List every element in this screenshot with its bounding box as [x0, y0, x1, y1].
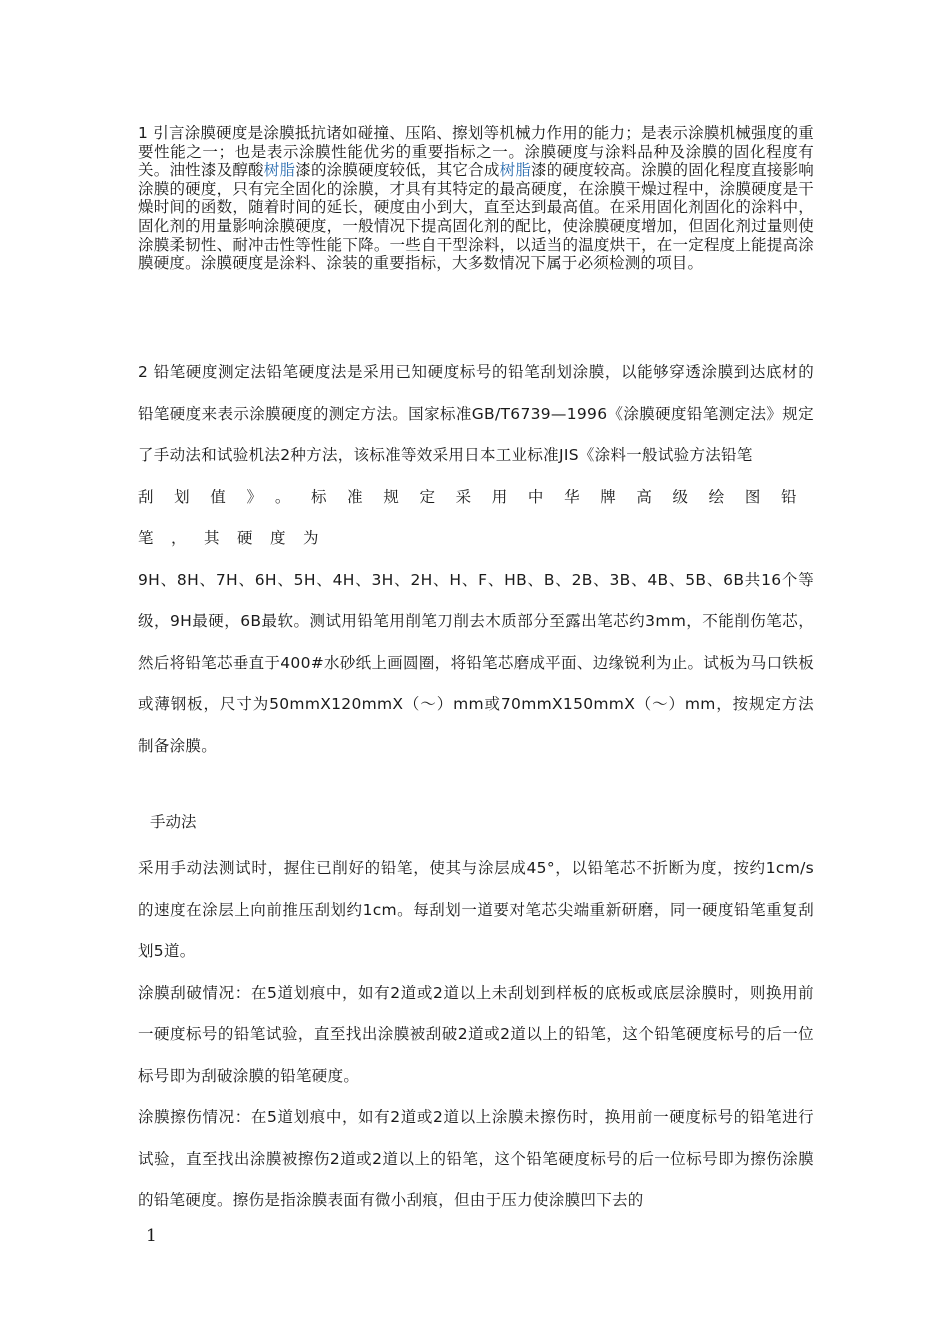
resin-link-2[interactable]: 树脂 [499, 161, 532, 180]
section-2-text-rest: 9H、8H、7H、6H、5H、4H、3H、2H、H、F、HB、B、2B、3B、4B、5B、6B共16个等级，9H最硬，6B最软。测试用铅笔用削笔刀削去木质部分至露出笔芯约3mm，不能削伤笔芯，然后将铅笔芯垂直于400#水砂纸上画圆圈，将铅笔芯磨成平面、边缘锐利为止。试板为马口铁板或薄钢板，尺寸为50mmX120mmX（～）mm或70mmX150mmX（～）mm，按规定方法制备涂膜。 [138, 570, 814, 755]
section-2-text-2 [138, 477, 814, 768]
section-2-text-1: 2 铅笔硬度测定法铅笔硬度法是采用已知硬度标号的铅笔刮划涂膜，以能够穿透涂膜到达底材的铅笔硬度来表示涂膜硬度的测定方法。国家标准GB/T6739—1996《涂膜硬度铅笔测定法》规定了手动法和试验机法2种方法，该标准等效采用日本工业标准JIS《涂料一般试验方法铅笔 [138, 363, 814, 464]
intro-text-3: 漆的硬度较高。涂膜的固化程度直接影响涂膜的硬度，只有完全固化的涂膜，才具有其特定的最高硬度，在涂膜干燥过程中，涂膜硬度是干燥时间的函数，随着时间的延长，硬度由小到大，直至达到最高值。在采用固化剂固化的涂料中，固化剂的用量影响涂膜硬度，一般情况下提高固化剂的配比，使涂膜硬度增加，但固化剂过量则使涂膜柔韧性、耐冲击性等性能下降。一些自干型涂料，以适当的温度烘干，在一定程度上能提高涂膜硬度。涂膜硬度是涂料、涂装的重要指标，大多数情况下属于必须检测的项目。 [138, 161, 814, 273]
manual-method-body [138, 848, 814, 1222]
intro-text-1: 1 引言涂膜硬度是涂膜抵抗诸如碰撞、压陷、擦划等机械力作用的能力；是表示涂膜机械强度的重要性能之一；也是表示涂膜性能优劣的重要指标之一。涂膜硬度与涂料品种及涂膜的固化程度有关。油性漆及醇酸 [138, 124, 814, 180]
manual-paragraph-1: 采用手动法测试时，握住已削好的铅笔，使其与涂层成45°，以铅笔芯不折断为度，按约1cm/s的速度在涂层上向前推压刮划约1cm。每刮划一道要对笔芯尖端重新研磨，同一硬度铅笔重复刮划5道。 [138, 859, 814, 960]
intro-paragraph [138, 124, 814, 273]
section-2-paragraph [138, 352, 814, 767]
page-number: 1 [146, 1226, 157, 1246]
manual-paragraph-3: 涂膜擦伤情况：在5道划痕中，如有2道或2道以上涂膜未擦伤时，换用前一硬度标号的铅笔进行试验，直至找出涂膜被擦伤2道或2道以上的铅笔，这个铅笔硬度标号的后一位标号即为擦伤涂膜的铅笔硬度。擦伤是指涂膜表面有微小刮痕，但由于压力使涂膜凹下去的 [138, 1108, 814, 1209]
manual-method-heading: 手动法 [150, 813, 197, 831]
manual-paragraph-2: 涂膜刮破情况：在5道划痕中，如有2道或2道以上未刮划到样板的底板或底层涂膜时，则换用前一硬度标号的铅笔试验，直至找出涂膜被刮破2道或2道以上的铅笔，这个铅笔硬度标号的后一位标号即为刮破涂膜的铅笔硬度。 [138, 983, 814, 1085]
section-2-spread-line: 刮划值》。标准规定采用中华牌高级绘图铅笔，其硬度为 [138, 487, 814, 547]
resin-link-1[interactable]: 树脂 [263, 161, 296, 180]
intro-text-2: 漆的涂膜硬度较低，其它合成 [295, 161, 500, 180]
